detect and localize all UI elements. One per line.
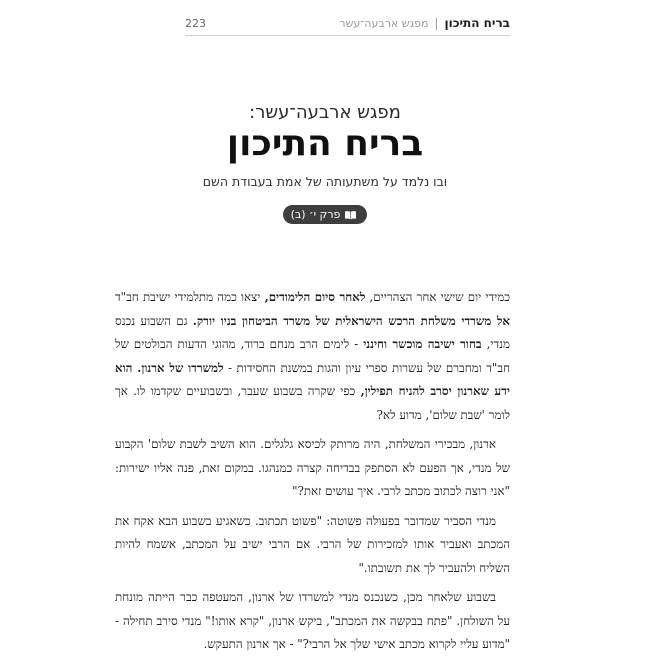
paragraph-1-run: למשרדו של ארנון. הוא ידע שארנון יסרב להניח תפילין, [115, 360, 510, 398]
paragraph-2: ארנון, מבכירי המשלחת, היה מרותק לכיסא גלגלים. הוא השיב לשבת שלום' הקבוע של מנדי, אך הפעם לא הסתפק בבדיחה קצרה כמנהגו. במקום זאת, פנה אליו ישירות: "אני רוצה לכתוב מכתב לרבי. איך עושים זאת?" [115, 437, 510, 498]
perek-label: פרק י׳ (ב) [290, 208, 341, 221]
running-header [185, 14, 510, 36]
running-header-titles [339, 16, 510, 30]
paragraph-1 [115, 286, 510, 427]
paragraph-1-run: בחור ישיבה מוכשר וחינני [363, 337, 482, 351]
running-header-chapter: בריח התיכון [444, 16, 510, 30]
page-number: 223 [185, 16, 206, 30]
running-header-separator: | [434, 16, 439, 30]
paragraph-1-run: לאחר סיום הלימודים, [264, 290, 366, 304]
paragraph-1-run: כמידי יום שישי אחר הצהריים, [365, 290, 510, 304]
running-header-meeting: מפגש ארבעה־עשר [339, 16, 429, 30]
chapter-title: בריח התיכון [226, 123, 424, 164]
paragraph-1-run: גם השבוע נכנס מנדי, [115, 313, 510, 351]
paragraph-1-run: - לימים הרב מנחם ברוד, מהוגי הדעות הבולטים של חב"ד ומחברם של עשרות ספרי עיון והגות במשנת החסידות - [115, 337, 510, 375]
paragraph-1-run: ובשבועיים שקדמו לו. אך לומר 'שבת שלום', מדוע לא? [115, 384, 510, 422]
perek-reference-wrap [0, 205, 650, 224]
chapter-subtitle: מפגש ארבעה־עשר: [249, 102, 401, 123]
perek-reference-badge [283, 205, 368, 224]
chapter-description: ובו נלמד על משתעותה של אמת בעבודת השם [202, 174, 448, 189]
paragraph-3: מנדי הסביר שמדובר בפעולה פשוטה: "פשוט תכתוב. כשאגיע בשבוע הבא אקח את המכתב ואעביר אותו למזכירות של הרבי. אם הרבי ישיב על המכתב, אשמח להיות השליח ולהעביר לך את תשובתו." [115, 513, 510, 575]
body-text [115, 286, 510, 663]
book-icon [344, 210, 357, 220]
paragraph-1-run: כפי שקרה בשבוע שעבר, [232, 384, 361, 398]
paragraph-1-run: יצאו כמה מתלמידי ישיבת חב"ד [115, 290, 265, 304]
paragraph-1-run: אל משרדי משלחת הרכש הישראלית של משרד הביטחון בניו יורק. [192, 313, 510, 328]
paragraph-4: בשבוע שלאחר מכן, כשנכנס מנדי למשרדו של ארנון, המעטפה כבר הייתה מונחת על השולחן. "פתח בבקשה את המכתב", ביקש ארנון, "קרא אותו!" מנדי סירב תחילה - "מדוע עליי לקרוא מכתב אישי שלך אל הרבי?" - אך ארנון התעקש. [115, 590, 510, 651]
